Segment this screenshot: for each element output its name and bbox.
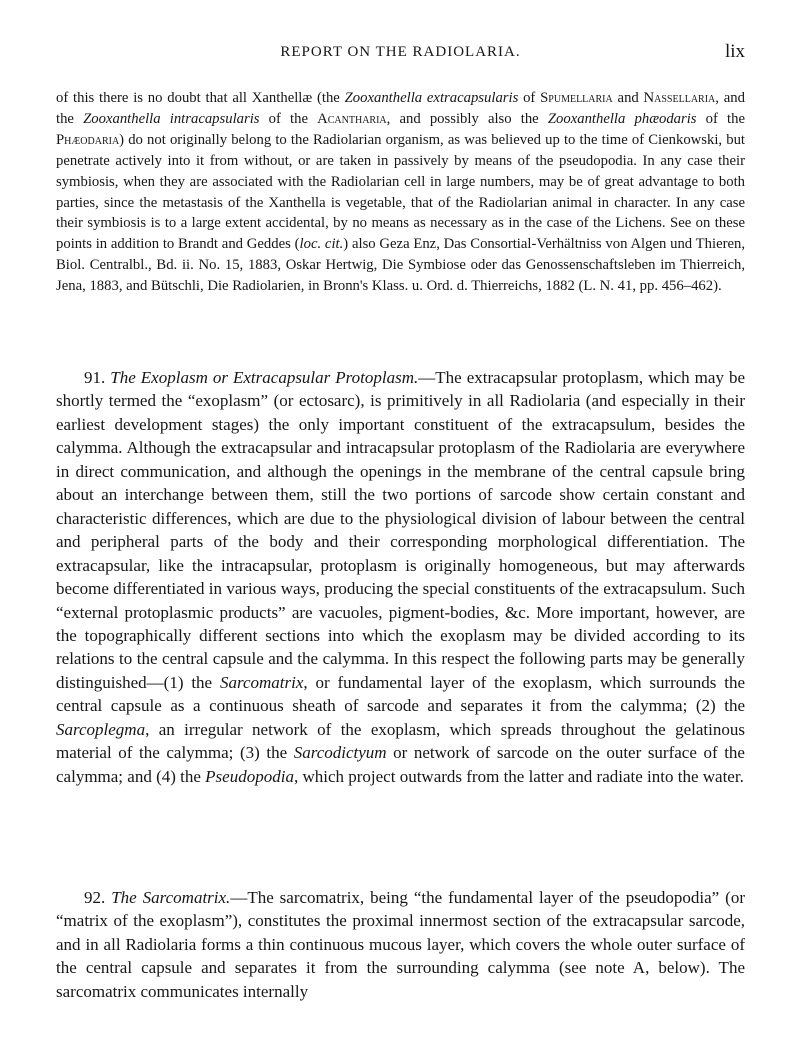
footnote-text: , and possibly also the (386, 110, 548, 127)
footnote-text: of this there is no doubt that all Xanthellæ (the (56, 90, 345, 106)
body-text: , or fundamental layer of the exoplasm, which surrounds the central capsule as a continuous sheath of sarcode and separates it from the calymma; (2) the (56, 672, 745, 716)
running-title: REPORT ON THE RADIOLARIA. (280, 44, 521, 60)
taxon-name: Zooxanthella extracapsularis (344, 90, 519, 106)
footnote-text: of the (696, 110, 746, 127)
footnote-text: ) do not originally belong to the Radiolarian organism, as was believed up to the time of Cienkowski, but penetrate actively into it from without, or are taken in passively by means of the pseudopodia. In any case their symbiosis, when they are associated with the Radiolarian cell in large numbers, may be of great advantage to both parties, since the metastasis of the Xanthella is vegetable, that of the Radiolarian animal in character. In any case their symbiosis is to a large extent accidental, by no means as necessary as in the case of the Lichens. See on these points in addition to Brandt and Geddes ( (56, 131, 745, 253)
footnote-text: and (612, 90, 644, 106)
section-heading: The Exoplasm or Extracapsular Protoplasm. (110, 368, 419, 387)
term-sarcodictyum: Sarcodictyum (293, 743, 387, 763)
group-name: Spumellaria (540, 90, 613, 106)
section-number: 91. (84, 368, 111, 387)
group-name: Phæodaria (56, 131, 120, 148)
term-pseudopodia: Pseudopodia (205, 766, 294, 786)
section-91-paragraph (56, 366, 745, 788)
citation-abbrev: loc. cit. (299, 236, 344, 253)
footnote-text: of the (259, 110, 318, 127)
taxon-name: Zooxanthella phæodaris (547, 110, 697, 127)
section-number: 92. (84, 888, 112, 907)
body-text: —The sarcomatrix, being “the fundamental layer of the pseudopodia” (or “matrix of the exoplasm”), constitutes the proximal innermost section of the extracapsular sarcode, and in all Radiolaria forms a thin continuous mucous layer, which covers the whole outer surface of the central capsule and separates it from the surrounding calymma (see note A, below). The sarcomatrix communicates internally (56, 888, 745, 1001)
running-header (56, 41, 745, 68)
term-sarcomatrix: Sarcomatrix (219, 672, 304, 692)
footnote-text: , and the (56, 90, 745, 127)
section-heading: The Sarcomatrix. (111, 888, 231, 907)
group-name: Nassellaria (643, 90, 716, 106)
taxon-name: Zooxanthella intracapsularis (83, 110, 260, 127)
footnote-continuation (56, 88, 745, 297)
footnote-text: of (518, 90, 541, 106)
page-number: lix (724, 41, 745, 62)
body-text: —The extracapsular protoplasm, which may be shortly termed the “exoplasm” (or ectosarc), is primitively in all Radiolaria (and especially in their earliest development stages) the only important constituent of the extracapsulum, besides the calymma. Although the extracapsular and intracapsular protoplasm of the Radiolaria are everywhere in direct communication, and although the openings in the membrane of the central capsule bring about an interchange between them, still the two portions of sarcode show certain constant and characteristic differences, which are due to the physiological division of labour between the central and peripheral parts of the body and their corresponding morphological differentiation. The extracapsular, like the intracapsular, protoplasm is originally homogeneous, but may afterwards become differentiated in various ways, producing the special constituents of the extracapsulum. Such “external protoplasmic products” are vacuoles, pigment-bodies, &c. More important, however, are the topographically different sections into which the exoplasm may be divided according to its relations to the central capsule and the calymma. In this respect the following parts may be generally distinguished—(1) the (56, 368, 746, 692)
group-name: Acantharia (317, 110, 387, 127)
body-text: , an irregular network of the exoplasm, which spreads throughout the gelatinous material of the calymma; (3) the (56, 719, 745, 763)
section-92-paragraph (56, 886, 745, 1003)
footnote-text: ) also Geza Enz, Das Consortial-Verhältniss von Algen und Thieren, Biol. Centralbl., Bd. ii. No. 15, 1883, Oskar Hertwig, Die Symbiose oder das Genossenschaftsleben im Thierreich, Jena, 1883, and Bütschli, Die Radiolarien, in Bronn's Klass. u. Ord. d. Thierreichs, 1882 (L. N. 41, pp. 456–462). (56, 236, 746, 295)
body-text: or network of sarcode on the outer surface of the calymma; and (4) the (56, 743, 745, 786)
body-text: , which project outwards from the latter and radiate into the water. (293, 766, 744, 786)
term-sarcoplegma: Sarcoplegma (56, 719, 146, 739)
